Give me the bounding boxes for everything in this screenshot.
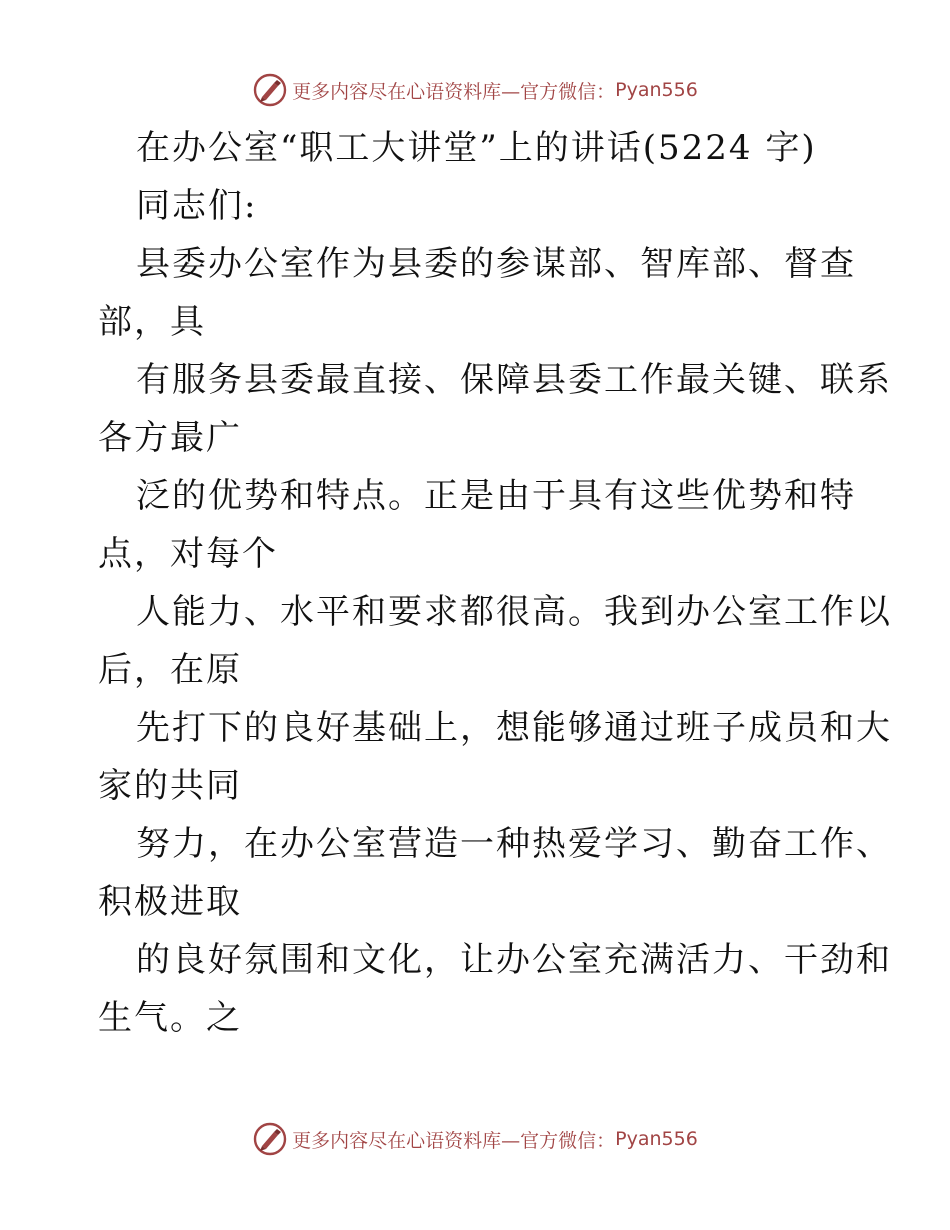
- text-line: 生气。之: [98, 998, 242, 1038]
- header-watermark: [0, 68, 950, 112]
- text-line: 后，在原: [98, 650, 242, 690]
- pen-seal-logo-icon: [252, 72, 288, 108]
- text-line: 泛的优势和特点。正是由于具有这些优势和特: [136, 476, 856, 516]
- watermark-text: 更多内容尽在心语资料库—官方微信：: [292, 1129, 616, 1152]
- watermark-wechat-id: Pyan556: [615, 1128, 698, 1150]
- text-line: 积极进取: [98, 882, 242, 922]
- text-line: 县委办公室作为县委的参谋部、智库部、督查: [136, 244, 856, 284]
- watermark-text: 更多内容尽在心语资料库—官方微信：: [292, 80, 616, 103]
- text-line: 努力，在办公室营造一种热爱学习、勤奋工作、: [136, 824, 892, 864]
- pen-seal-logo-icon: [252, 1121, 288, 1157]
- document-title: 在办公室“职工大讲堂”上的讲话(5224 字): [136, 128, 817, 168]
- text-line: 人能力、水平和要求都很高。我到办公室工作以: [136, 592, 892, 632]
- text-line: 点，对每个: [98, 534, 278, 574]
- text-line: 先打下的良好基础上，想能够通过班子成员和大: [136, 708, 892, 748]
- watermark-wechat-id: Pyan556: [615, 79, 698, 101]
- salutation: 同志们:: [136, 186, 258, 226]
- footer-watermark: [0, 1117, 950, 1161]
- text-line: 有服务县委最直接、保障县委工作最关键、联系: [136, 360, 892, 400]
- text-line: 部，具: [98, 302, 206, 342]
- text-line: 各方最广: [98, 418, 242, 458]
- text-line: 的良好氛围和文化，让办公室充满活力、干劲和: [136, 940, 892, 980]
- text-line: 家的共同: [98, 766, 242, 806]
